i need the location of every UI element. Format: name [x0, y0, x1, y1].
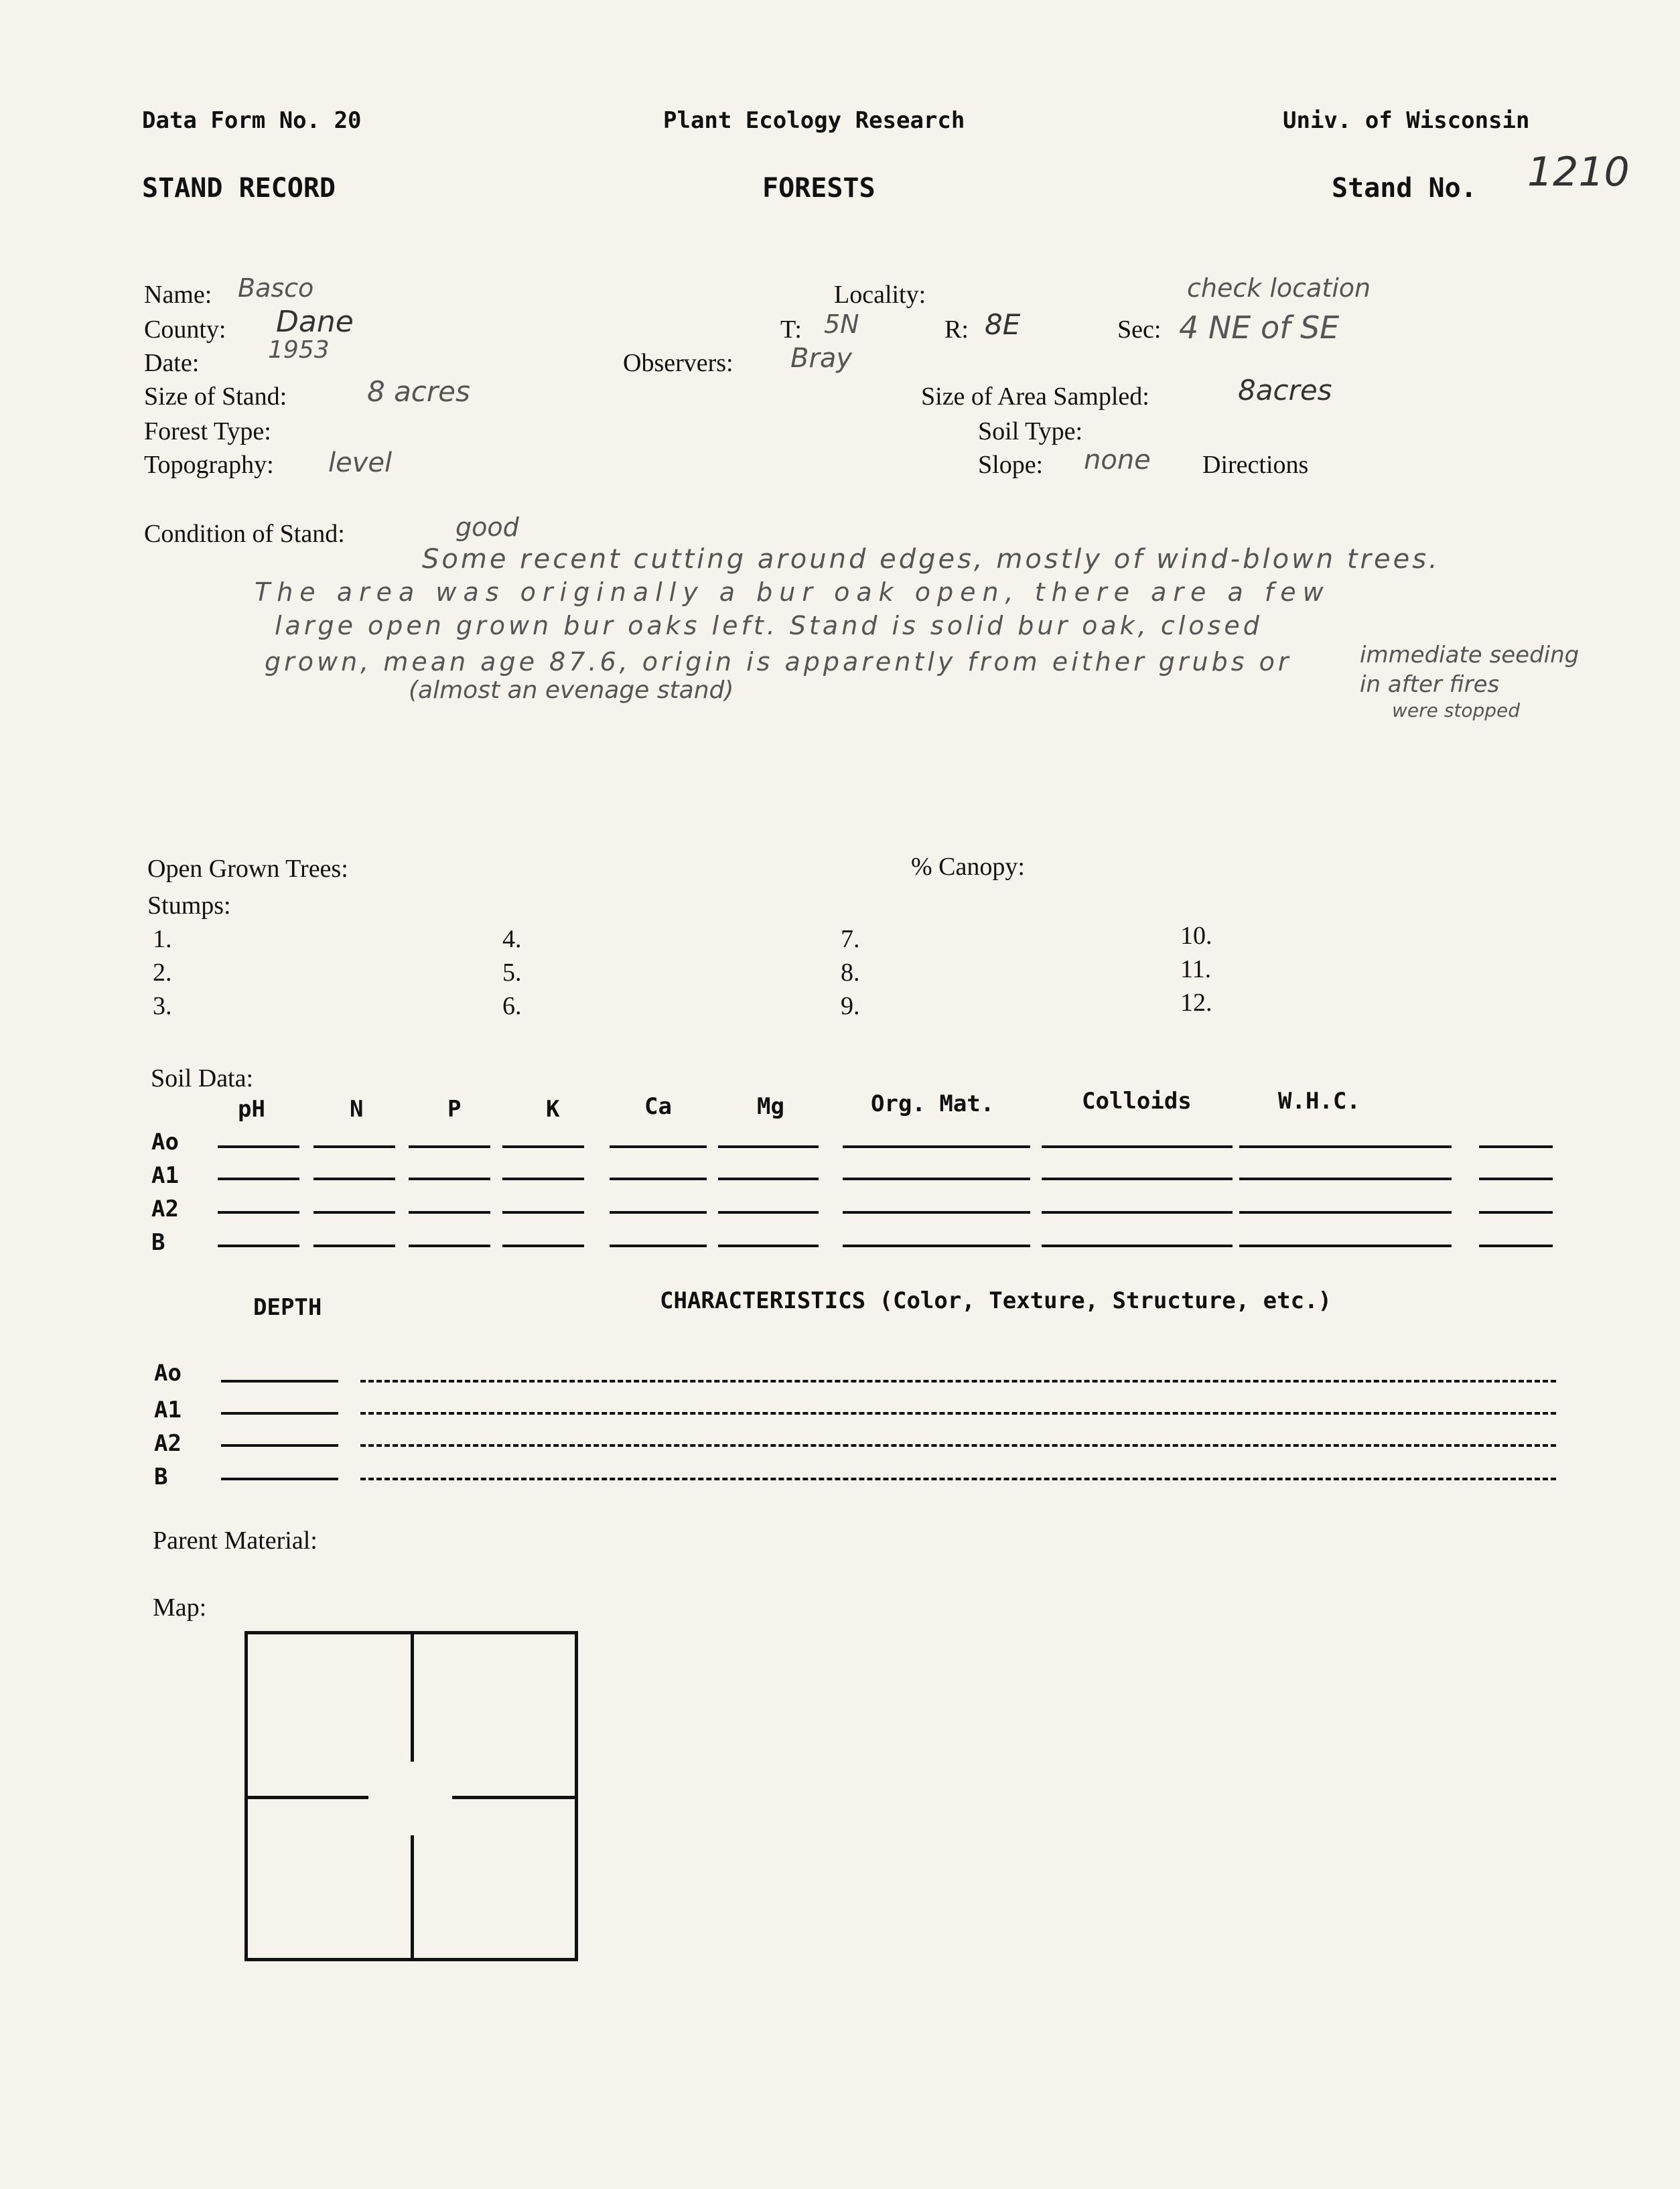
side-note-1: immediate seeding	[1360, 642, 1580, 668]
soil-blank-line	[1479, 1245, 1553, 1247]
soil-blank-line	[313, 1211, 395, 1214]
col-mg: Mg	[757, 1093, 784, 1120]
stump-4: 4.	[502, 925, 522, 953]
map-grid	[244, 1631, 578, 1961]
size-label: Size of Stand:	[144, 382, 287, 411]
depth-line-ao	[221, 1380, 338, 1383]
stumps-label: Stumps:	[147, 892, 231, 920]
soil-blank-line	[313, 1245, 395, 1247]
soil-blank-line	[1239, 1245, 1397, 1247]
map-label: Map:	[153, 1594, 207, 1622]
category-title: FORESTS	[762, 173, 876, 204]
range-label: R:	[944, 315, 969, 344]
soil-blank-line	[843, 1245, 1030, 1247]
map-line-right	[452, 1796, 575, 1799]
col-ca: Ca	[644, 1093, 672, 1120]
stump-8: 8.	[841, 959, 860, 987]
soil-blank-line	[610, 1245, 707, 1247]
observers-value: Bray	[790, 343, 853, 374]
depth-row-ao: Ao	[154, 1360, 182, 1387]
soil-row-b: B	[151, 1229, 165, 1256]
slope-value: none	[1084, 445, 1151, 476]
name-value: Basco	[238, 273, 314, 303]
soil-blank-line	[218, 1178, 299, 1180]
soil-blank-line	[718, 1145, 819, 1148]
side-note-3: were stopped	[1392, 699, 1521, 721]
condition-note-4: grown, mean age 87.6, origin is apparently from either grubs or	[265, 647, 1292, 677]
parent-material-label: Parent Material:	[153, 1527, 318, 1555]
observers-label: Observers:	[623, 349, 733, 377]
soil-blank-line	[218, 1211, 299, 1214]
record-title: STAND RECORD	[142, 173, 336, 204]
soil-blank-line	[610, 1211, 707, 1214]
slope-label: Slope:	[978, 451, 1044, 479]
soil-blank-line	[502, 1245, 584, 1247]
col-ph: pH	[238, 1096, 265, 1123]
soil-blank-line	[843, 1178, 1030, 1180]
soil-blank-line	[1391, 1211, 1452, 1214]
soil-blank-line	[1239, 1178, 1397, 1180]
soil-blank-line	[610, 1145, 707, 1148]
stump-3: 3.	[153, 992, 172, 1020]
soil-blank-line	[1042, 1178, 1233, 1180]
condition-note-3: large open grown bur oaks left. Stand is solid bur oak, closed	[275, 611, 1263, 640]
condition-note-5: (almost an evenage stand)	[409, 677, 734, 704]
soil-blank-line	[718, 1211, 819, 1214]
char-line-ao	[360, 1380, 1556, 1383]
col-whc: W.H.C.	[1278, 1088, 1360, 1115]
soil-blank-line	[502, 1178, 584, 1180]
canopy-label: % Canopy:	[911, 853, 1025, 881]
section-value: 4 NE of SE	[1179, 309, 1340, 346]
soil-blank-line	[409, 1178, 490, 1180]
soil-row-ao: Ao	[151, 1129, 179, 1155]
soil-blank-line	[610, 1178, 707, 1180]
depth-row-a2: A2	[154, 1430, 182, 1457]
col-p: P	[447, 1096, 462, 1123]
condition-label: Condition of Stand:	[144, 520, 345, 548]
soil-data-label: Soil Data:	[151, 1064, 254, 1092]
area-sampled-value: 8acres	[1238, 374, 1332, 407]
county-value: Dane	[276, 305, 354, 339]
soil-blank-line	[313, 1145, 395, 1148]
col-colloids: Colloids	[1082, 1088, 1192, 1115]
depth-label: DEPTH	[253, 1294, 322, 1321]
stump-9: 9.	[841, 992, 860, 1020]
soil-blank-line	[1391, 1145, 1452, 1148]
stump-11: 11.	[1180, 955, 1212, 983]
organization: Plant Ecology Research	[663, 107, 965, 134]
size-value: 8 acres	[367, 375, 470, 408]
directions-label: Directions	[1202, 451, 1309, 479]
char-line-b	[360, 1478, 1556, 1480]
soil-blank-line	[409, 1145, 490, 1148]
stump-10: 10.	[1180, 922, 1212, 950]
soil-blank-line	[409, 1211, 490, 1214]
char-line-a2	[360, 1444, 1556, 1447]
soil-blank-line	[502, 1211, 584, 1214]
soil-blank-line	[1391, 1178, 1452, 1180]
soil-blank-line	[502, 1145, 584, 1148]
check-location-note: check location	[1187, 273, 1371, 303]
name-label: Name:	[144, 281, 212, 309]
stand-no-value: 1210	[1527, 149, 1630, 196]
condition-note-1: Some recent cutting around edges, mostly of wind-blown trees.	[422, 544, 1440, 575]
stump-12: 12.	[1180, 989, 1212, 1017]
soil-blank-line	[1042, 1211, 1233, 1214]
stump-6: 6.	[502, 992, 522, 1020]
stump-5: 5.	[502, 959, 522, 987]
depth-row-a1: A1	[154, 1397, 182, 1423]
condition-value: good	[456, 512, 519, 542]
soil-blank-line	[218, 1145, 299, 1148]
county-label: County:	[144, 315, 226, 344]
soil-blank-line	[218, 1245, 299, 1247]
area-sampled-label: Size of Area Sampled:	[921, 382, 1149, 411]
soil-blank-line	[718, 1178, 819, 1180]
stump-1: 1.	[153, 925, 172, 953]
map-line-bottom	[411, 1835, 414, 1958]
soil-blank-line	[1391, 1245, 1452, 1247]
soil-blank-line	[843, 1145, 1030, 1148]
col-n: N	[350, 1096, 364, 1123]
map-line-top	[411, 1634, 414, 1762]
soil-blank-line	[1479, 1211, 1553, 1214]
date-value: 1953	[268, 336, 330, 364]
characteristics-label: CHARACTERISTICS (Color, Texture, Structure, etc.)	[660, 1287, 1332, 1314]
township-label: T:	[780, 315, 802, 344]
date-label: Date:	[144, 349, 200, 377]
stand-no-label: Stand No.	[1332, 173, 1477, 204]
soil-blank-line	[843, 1211, 1030, 1214]
depth-line-a1	[221, 1412, 338, 1415]
stump-2: 2.	[153, 959, 172, 987]
map-line-left	[248, 1796, 368, 1799]
soil-blank-line	[313, 1178, 395, 1180]
col-k: K	[546, 1096, 560, 1123]
soil-row-a1: A1	[151, 1162, 179, 1189]
soil-blank-line	[1042, 1245, 1233, 1247]
soil-blank-line	[1239, 1145, 1397, 1148]
soil-blank-line	[718, 1245, 819, 1247]
soil-row-a2: A2	[151, 1196, 179, 1222]
soil-blank-line	[409, 1245, 490, 1247]
section-label: Sec:	[1117, 315, 1162, 344]
range-value: 8E	[985, 308, 1021, 341]
township-value: 5N	[824, 309, 859, 339]
char-line-a1	[360, 1412, 1556, 1415]
forest-type-label: Forest Type:	[144, 417, 271, 445]
depth-line-b	[221, 1478, 338, 1480]
topography-label: Topography:	[144, 451, 274, 479]
university: Univ. of Wisconsin	[1283, 107, 1530, 134]
stump-7: 7.	[841, 925, 860, 953]
depth-line-a2	[221, 1444, 338, 1447]
locality-label: Locality:	[834, 281, 926, 309]
soil-blank-line	[1239, 1211, 1397, 1214]
form-number: Data Form No. 20	[142, 107, 362, 134]
soil-type-label: Soil Type:	[978, 417, 1083, 445]
condition-note-2: The area was originally a bur oak open, there are a few	[255, 577, 1330, 607]
topography-value: level	[328, 447, 393, 478]
col-org-mat: Org. Mat.	[871, 1090, 995, 1117]
side-note-2: in after fires	[1360, 671, 1500, 698]
open-grown-label: Open Grown Trees:	[147, 855, 348, 883]
soil-blank-line	[1042, 1145, 1233, 1148]
soil-blank-line	[1479, 1145, 1553, 1148]
depth-row-b: B	[154, 1464, 168, 1490]
soil-blank-line	[1479, 1178, 1553, 1180]
